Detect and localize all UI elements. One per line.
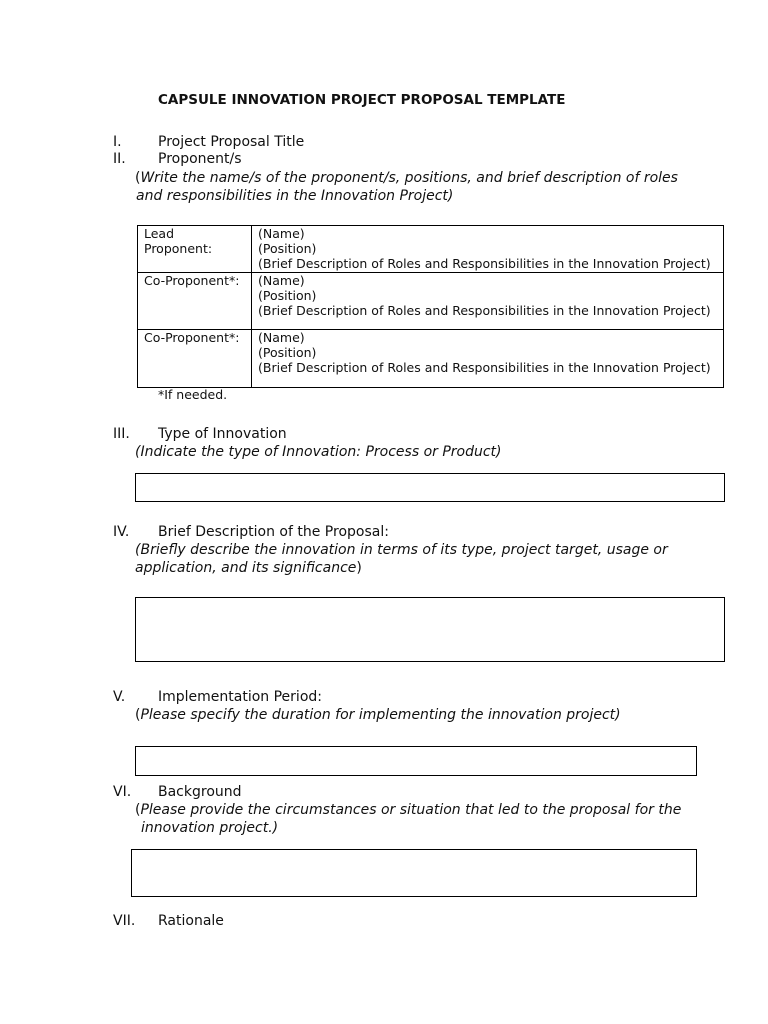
- name-placeholder: (Name): [258, 273, 305, 288]
- section-7-heading: Rationale: [158, 913, 224, 929]
- section-3-heading: Type of Innovation: [158, 426, 287, 442]
- section-6-instructions-line2: innovation project.): [141, 820, 279, 836]
- lead-proponent-label: Lead Proponent:: [138, 226, 252, 273]
- section-3-number: III.: [113, 426, 130, 442]
- section-4-heading: Brief Description of the Proposal:: [158, 524, 389, 540]
- table-row: [138, 330, 724, 388]
- description-box[interactable]: [135, 597, 725, 662]
- roles-placeholder: (Brief Description of Roles and Responsibilities in the Innovation Project): [258, 360, 711, 375]
- section-6-instructions-line1: (Please provide the circumstances or situation that led to the proposal for the: [135, 802, 682, 818]
- position-placeholder: (Position): [258, 241, 317, 256]
- roles-placeholder: (Brief Description of Roles and Responsibilities in the Innovation Project): [258, 303, 711, 318]
- document-title: CAPSULE INNOVATION PROJECT PROPOSAL TEMPLATE: [158, 92, 566, 108]
- proponent-cell[interactable]: [252, 273, 724, 330]
- proponent-table: [137, 225, 724, 388]
- section-6-number: VI.: [113, 784, 132, 800]
- section-4-number: IV.: [113, 524, 130, 540]
- section-4-instructions-line2: application, and its significance): [135, 560, 362, 576]
- section-2-heading: Proponent/s: [158, 151, 242, 167]
- section-3-instructions: (Indicate the type of Innovation: Process or Product): [135, 444, 502, 460]
- co-proponent-label: Co-Proponent*:: [138, 330, 252, 388]
- background-box[interactable]: [131, 849, 697, 897]
- section-1-heading: Project Proposal Title: [158, 134, 305, 150]
- co-proponent-label: Co-Proponent*:: [138, 273, 252, 330]
- name-placeholder: (Name): [258, 226, 305, 241]
- proponent-cell[interactable]: [252, 330, 724, 388]
- section-5-number: V.: [113, 689, 126, 705]
- table-row: [138, 273, 724, 330]
- name-placeholder: (Name): [258, 330, 305, 345]
- position-placeholder: (Position): [258, 345, 317, 360]
- type-of-innovation-box[interactable]: [135, 473, 725, 502]
- section-2-number: II.: [113, 151, 126, 167]
- implementation-period-box[interactable]: [135, 746, 697, 776]
- table-row: [138, 226, 724, 273]
- section-2-instructions-line1: (Write the name/s of the proponent/s, positions, and brief description of roles: [135, 170, 678, 186]
- proponent-cell[interactable]: [252, 226, 724, 273]
- section-5-heading: Implementation Period:: [158, 689, 322, 705]
- section-5-instructions: (Please specify the duration for implementing the innovation project): [135, 707, 621, 723]
- section-6-heading: Background: [158, 784, 242, 800]
- position-placeholder: (Position): [258, 288, 317, 303]
- roles-placeholder: (Brief Description of Roles and Responsibilities in the Innovation Project): [258, 256, 711, 271]
- section-1-number: I.: [113, 134, 122, 150]
- section-7-number: VII.: [113, 913, 136, 929]
- section-2-instructions-line2: and responsibilities in the Innovation Project): [136, 188, 454, 204]
- section-4-instructions-line1: (Briefly describe the innovation in terms of its type, project target, usage or: [135, 542, 668, 558]
- table-footnote: *If needed.: [158, 387, 228, 402]
